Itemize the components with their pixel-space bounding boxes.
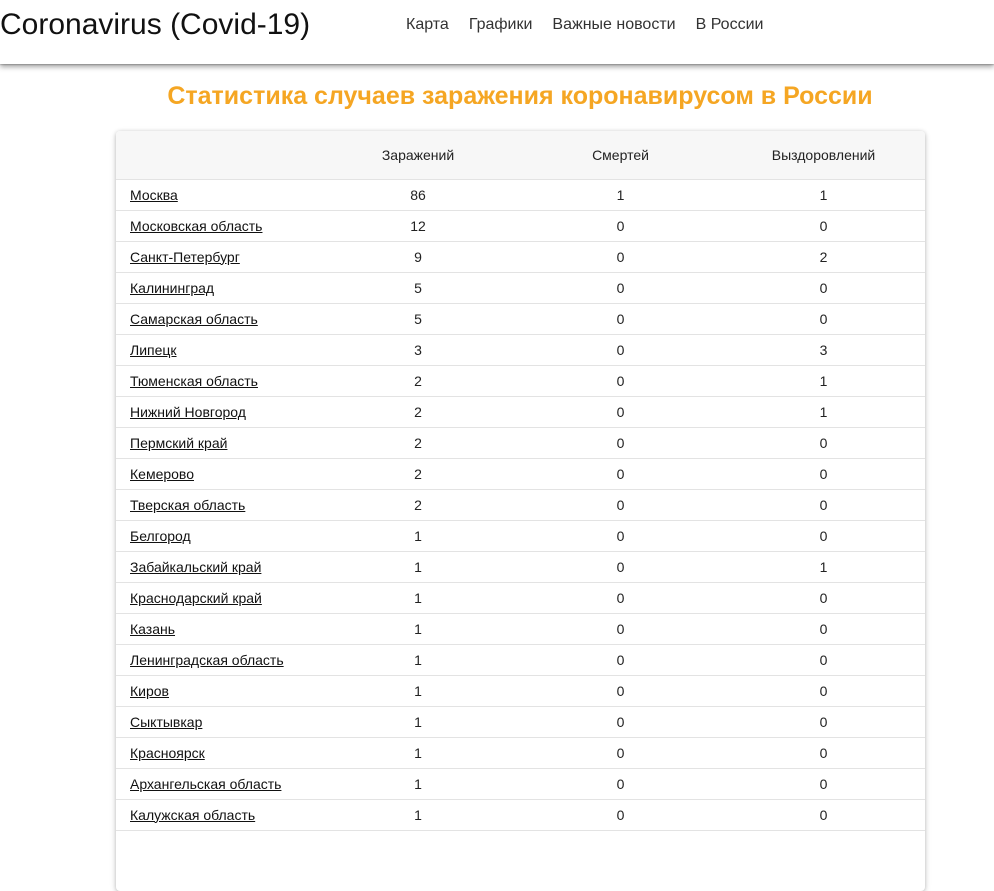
recovered-cell: 0 bbox=[722, 489, 925, 520]
region-cell bbox=[116, 396, 317, 427]
region-cell bbox=[116, 303, 317, 334]
deaths-cell: 0 bbox=[519, 706, 722, 737]
deaths-cell: 0 bbox=[519, 458, 722, 489]
nav-link-charts[interactable]: Графики bbox=[468, 16, 533, 33]
region-cell bbox=[116, 520, 317, 551]
region-cell bbox=[116, 241, 317, 272]
brand-link[interactable]: Coronavirus (Covid-19) bbox=[0, 8, 311, 41]
table-row bbox=[116, 613, 925, 644]
deaths-cell: 0 bbox=[519, 365, 722, 396]
region-link[interactable]: Тюменская область bbox=[130, 372, 258, 389]
region-cell bbox=[116, 799, 317, 830]
recovered-cell: 0 bbox=[722, 613, 925, 644]
region-link[interactable]: Ленинградская область bbox=[130, 651, 284, 668]
deaths-cell: 0 bbox=[519, 303, 722, 334]
region-link[interactable]: Москва bbox=[130, 186, 178, 203]
deaths-cell: 0 bbox=[519, 520, 722, 551]
header-infected: Заражений bbox=[317, 131, 519, 179]
table-row bbox=[116, 799, 925, 830]
region-cell bbox=[116, 706, 317, 737]
region-cell bbox=[116, 365, 317, 396]
region-link[interactable]: Забайкальский край bbox=[130, 558, 262, 575]
recovered-cell: 3 bbox=[722, 334, 925, 365]
region-link[interactable]: Нижний Новгород bbox=[130, 403, 246, 420]
infected-cell: 9 bbox=[317, 241, 519, 272]
deaths-cell: 0 bbox=[519, 737, 722, 768]
region-cell bbox=[116, 210, 317, 241]
recovered-cell: 0 bbox=[722, 458, 925, 489]
deaths-cell: 0 bbox=[519, 551, 722, 582]
recovered-cell: 0 bbox=[722, 675, 925, 706]
table-row bbox=[116, 458, 925, 489]
table-row bbox=[116, 489, 925, 520]
infected-cell: 1 bbox=[317, 520, 519, 551]
region-link[interactable]: Самарская область bbox=[130, 310, 258, 327]
region-link[interactable]: Калужская область bbox=[130, 806, 256, 823]
table-row bbox=[116, 427, 925, 458]
region-link[interactable]: Сыктывкар bbox=[130, 713, 203, 730]
deaths-cell: 0 bbox=[519, 427, 722, 458]
table-row bbox=[116, 210, 925, 241]
region-cell bbox=[116, 551, 317, 582]
table-row bbox=[116, 644, 925, 675]
region-cell bbox=[116, 644, 317, 675]
infected-cell: 2 bbox=[317, 427, 519, 458]
region-link[interactable]: Киров bbox=[130, 682, 169, 699]
table-row bbox=[116, 551, 925, 582]
region-cell bbox=[116, 489, 317, 520]
region-cell bbox=[116, 179, 317, 210]
deaths-cell: 0 bbox=[519, 799, 722, 830]
region-cell bbox=[116, 582, 317, 613]
table-row bbox=[116, 272, 925, 303]
nav-link-russia[interactable]: В России bbox=[695, 16, 764, 33]
table-row bbox=[116, 241, 925, 272]
recovered-cell: 0 bbox=[722, 799, 925, 830]
recovered-cell: 1 bbox=[722, 551, 925, 582]
region-cell bbox=[116, 613, 317, 644]
infected-cell: 1 bbox=[317, 551, 519, 582]
infected-cell: 1 bbox=[317, 675, 519, 706]
infected-cell: 2 bbox=[317, 489, 519, 520]
table-row bbox=[116, 303, 925, 334]
page-title: Статистика случаев заражения коронавирусом в России bbox=[167, 82, 873, 110]
recovered-cell: 0 bbox=[722, 706, 925, 737]
table-row bbox=[116, 334, 925, 365]
table-row bbox=[116, 520, 925, 551]
deaths-cell: 1 bbox=[519, 179, 722, 210]
infected-cell: 2 bbox=[317, 365, 519, 396]
region-link[interactable]: Санкт-Петербург bbox=[130, 248, 240, 265]
top-navbar bbox=[0, 0, 994, 64]
recovered-cell: 0 bbox=[722, 303, 925, 334]
nav-links bbox=[396, 14, 773, 36]
recovered-cell: 0 bbox=[722, 582, 925, 613]
region-link[interactable]: Казань bbox=[130, 620, 176, 637]
infected-cell: 5 bbox=[317, 303, 519, 334]
region-cell bbox=[116, 768, 317, 799]
deaths-cell: 0 bbox=[519, 768, 722, 799]
recovered-cell: 1 bbox=[722, 396, 925, 427]
recovered-cell: 2 bbox=[722, 241, 925, 272]
region-cell bbox=[116, 675, 317, 706]
infected-cell: 1 bbox=[317, 644, 519, 675]
table-body bbox=[116, 179, 925, 830]
table-row bbox=[116, 675, 925, 706]
region-cell bbox=[116, 334, 317, 365]
region-link[interactable]: Липецк bbox=[130, 341, 177, 358]
region-cell bbox=[116, 427, 317, 458]
recovered-cell: 0 bbox=[722, 644, 925, 675]
region-link[interactable]: Калининград bbox=[130, 279, 215, 296]
infected-cell: 3 bbox=[317, 334, 519, 365]
deaths-cell: 0 bbox=[519, 675, 722, 706]
infected-cell: 1 bbox=[317, 737, 519, 768]
table-row bbox=[116, 396, 925, 427]
region-link[interactable]: Краснодарский край bbox=[130, 589, 262, 606]
table-row bbox=[116, 768, 925, 799]
deaths-cell: 0 bbox=[519, 582, 722, 613]
recovered-cell: 0 bbox=[722, 210, 925, 241]
infected-cell: 1 bbox=[317, 706, 519, 737]
recovered-cell: 0 bbox=[722, 427, 925, 458]
infected-cell: 1 bbox=[317, 613, 519, 644]
table-header-row bbox=[116, 131, 925, 179]
table-row bbox=[116, 582, 925, 613]
table-row bbox=[116, 737, 925, 768]
header-deaths: Смертей bbox=[519, 131, 722, 179]
region-link[interactable]: Московская область bbox=[130, 217, 263, 234]
deaths-cell: 0 bbox=[519, 334, 722, 365]
deaths-cell: 0 bbox=[519, 272, 722, 303]
region-link[interactable]: Пермский край bbox=[130, 434, 228, 451]
infected-cell: 1 bbox=[317, 768, 519, 799]
deaths-cell: 0 bbox=[519, 489, 722, 520]
recovered-cell: 0 bbox=[722, 520, 925, 551]
region-cell bbox=[116, 458, 317, 489]
stats-table bbox=[116, 131, 925, 831]
region-link[interactable]: Тверская область bbox=[130, 496, 246, 513]
region-link[interactable]: Красноярск bbox=[130, 744, 205, 761]
nav-link-news[interactable]: Важные новости bbox=[552, 16, 676, 33]
deaths-cell: 0 bbox=[519, 396, 722, 427]
region-cell bbox=[116, 737, 317, 768]
infected-cell: 5 bbox=[317, 272, 519, 303]
recovered-cell: 0 bbox=[722, 737, 925, 768]
table-row bbox=[116, 179, 925, 210]
recovered-cell: 0 bbox=[722, 768, 925, 799]
deaths-cell: 0 bbox=[519, 241, 722, 272]
recovered-cell: 0 bbox=[722, 272, 925, 303]
deaths-cell: 0 bbox=[519, 613, 722, 644]
region-cell bbox=[116, 272, 317, 303]
deaths-cell: 0 bbox=[519, 210, 722, 241]
stats-card bbox=[116, 131, 925, 891]
recovered-cell: 1 bbox=[722, 365, 925, 396]
table-row bbox=[116, 706, 925, 737]
infected-cell: 2 bbox=[317, 396, 519, 427]
table-row bbox=[116, 365, 925, 396]
infected-cell: 1 bbox=[317, 799, 519, 830]
infected-cell: 12 bbox=[317, 210, 519, 241]
infected-cell: 2 bbox=[317, 458, 519, 489]
deaths-cell: 0 bbox=[519, 644, 722, 675]
region-link[interactable]: Архангельская область bbox=[130, 775, 282, 792]
region-link[interactable]: Белгород bbox=[130, 527, 191, 544]
infected-cell: 86 bbox=[317, 179, 519, 210]
infected-cell: 1 bbox=[317, 582, 519, 613]
recovered-cell: 1 bbox=[722, 179, 925, 210]
header-region bbox=[116, 131, 317, 179]
nav-link-map[interactable]: Карта bbox=[406, 16, 449, 33]
header-recovered: Выздоровлений bbox=[722, 131, 925, 179]
region-link[interactable]: Кемерово bbox=[130, 465, 194, 482]
